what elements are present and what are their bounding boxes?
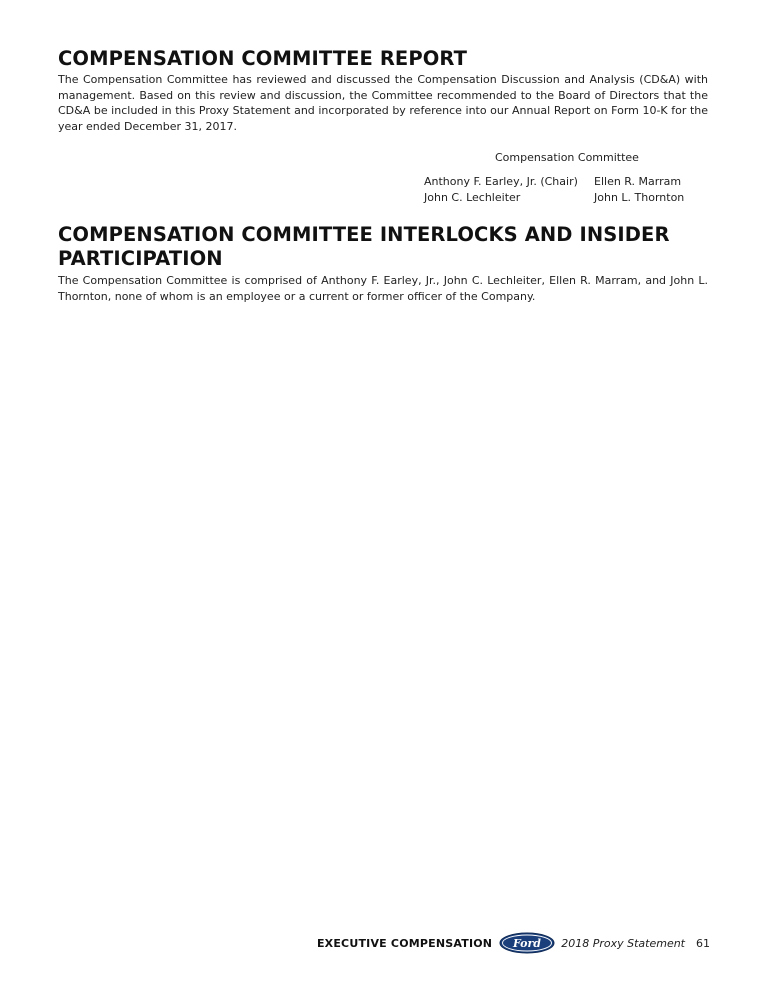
- committee-signature-block: [58, 142, 708, 212]
- signature-member: Ellen R. Marram: [594, 175, 682, 188]
- signature-member: John C. Lechleiter: [424, 190, 521, 204]
- interlocks-section: [58, 223, 708, 304]
- page-footer: [317, 932, 710, 954]
- signature-member: John L. Thornton: [594, 190, 685, 204]
- footer-document-title: 2018 Proxy Statement: [561, 936, 685, 950]
- ford-logo-icon: [499, 932, 555, 954]
- svg-text:Ford: Ford: [513, 937, 542, 950]
- compensation-committee-report-section: [58, 48, 708, 212]
- signature-member-chair: Anthony F. Earley, Jr. (Chair): [424, 175, 578, 188]
- footer-section-label: EXECUTIVE COMPENSATION: [316, 936, 493, 950]
- signature-title: Compensation Committee: [495, 151, 639, 164]
- signature-left-column: [424, 174, 578, 205]
- report-body: The Compensation Committee has reviewed and discussed the Compensation Discussion and Analysis (CD&A) with management. Based on this review and discussion, the Committee recommended to the Board of Directors that the CD&A be included in this Proxy Statement and incorporated by reference into our Annual Report on Form 10-K for the year ended December 31, 2017.: [58, 73, 708, 133]
- document-page: [58, 48, 708, 304]
- report-heading: COMPENSATION COMMITTEE REPORT: [58, 47, 468, 70]
- interlocks-body: The Compensation Committee is comprised of Anthony F. Earley, Jr., John C. Lechleiter, Ellen R. Marram, and John L. Thornton, none of whom is an employee or a current or former officer of the Company.: [58, 274, 708, 303]
- footer-page-number: 61: [696, 936, 710, 950]
- signature-right-column: [594, 174, 684, 205]
- interlocks-heading: COMPENSATION COMMITTEE INTERLOCKS AND INSIDER PARTICIPATION: [58, 223, 670, 270]
